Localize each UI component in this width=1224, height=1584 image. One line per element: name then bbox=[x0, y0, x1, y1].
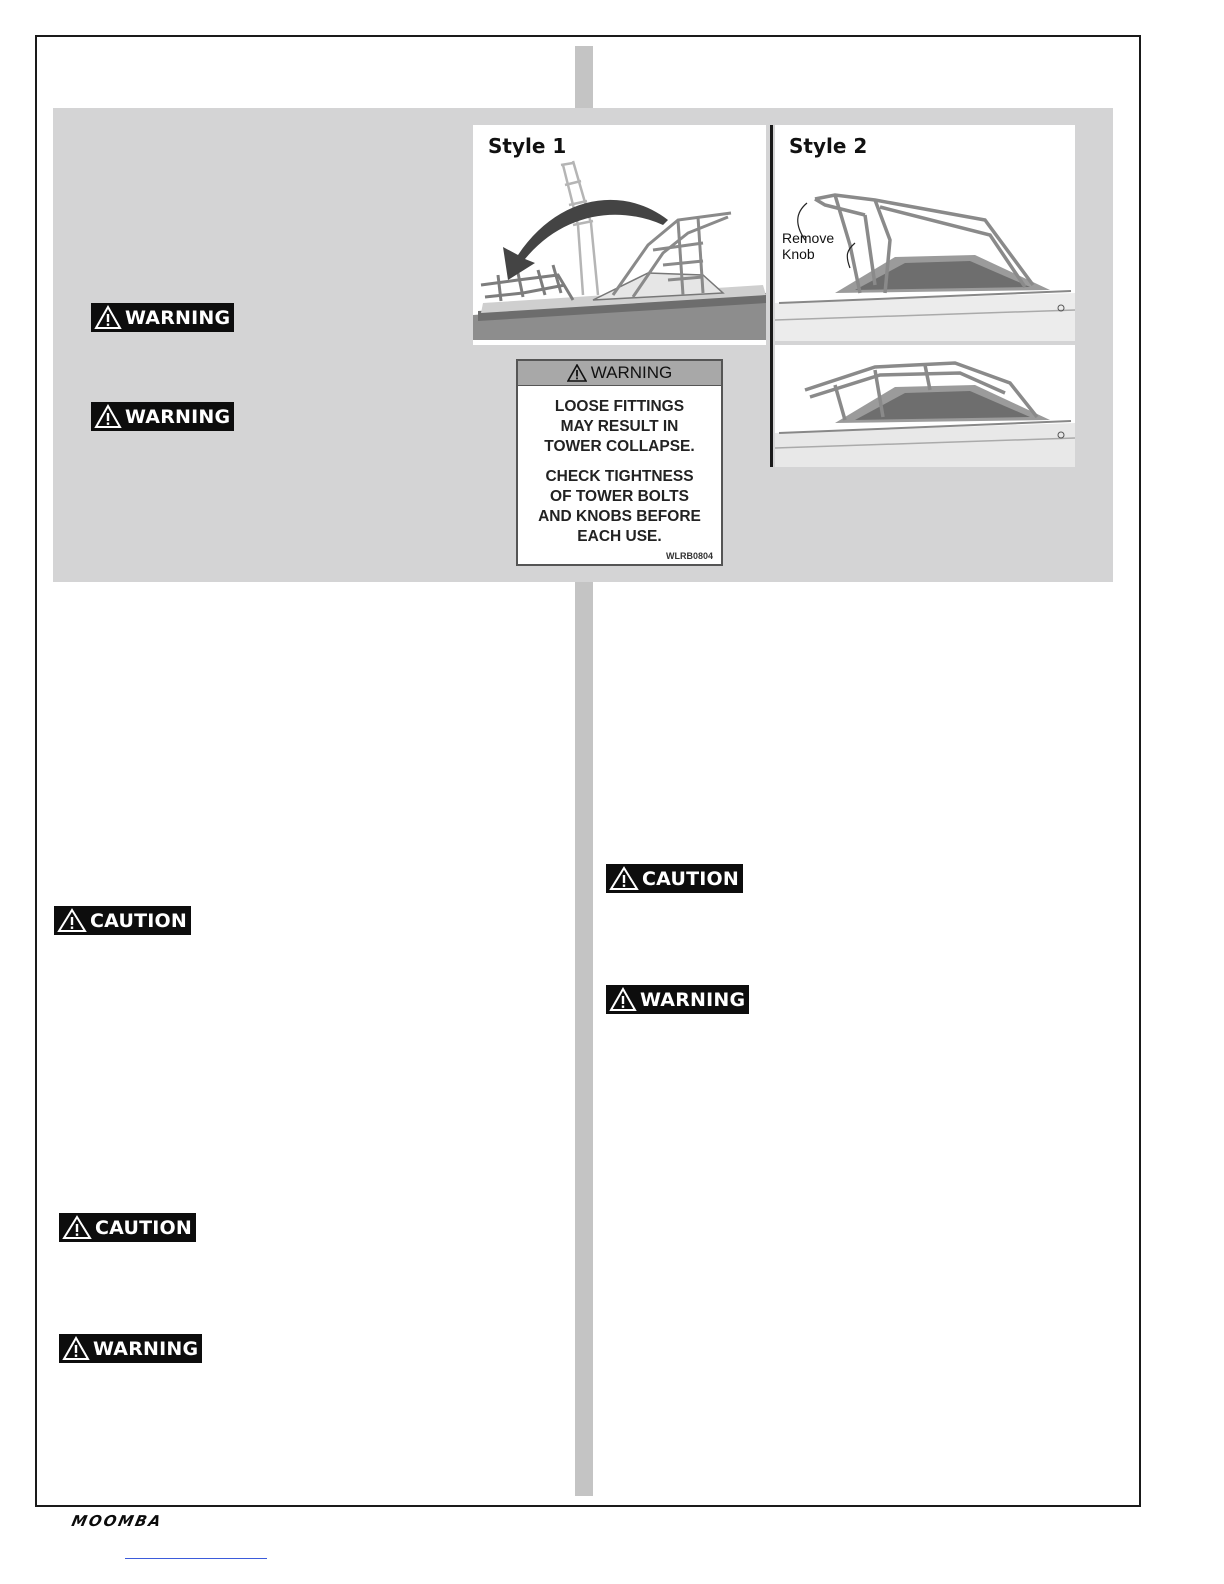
warning-triangle-icon bbox=[94, 404, 122, 429]
decal-text-block-1 bbox=[518, 397, 721, 457]
warning-triangle-icon bbox=[567, 364, 587, 382]
style2-photo-bottom bbox=[775, 345, 1075, 467]
warning-badge-label: WARNING bbox=[125, 306, 231, 329]
decal-line: MAY RESULT IN bbox=[560, 418, 679, 435]
brand-logo: MOOMBA bbox=[70, 1512, 165, 1530]
warning-badge-label: WARNING bbox=[125, 405, 231, 428]
caution-badge-label: CAUTION bbox=[90, 909, 187, 932]
caution-badge bbox=[54, 906, 191, 935]
caution-badge bbox=[606, 864, 743, 893]
style2-photo-top bbox=[775, 125, 1075, 341]
style2-tower-down-illustration bbox=[775, 345, 1075, 467]
style1-boat-illustration bbox=[473, 125, 766, 345]
warning-badge bbox=[91, 402, 234, 431]
warning-badge bbox=[59, 1334, 202, 1363]
figure-separator bbox=[770, 125, 773, 467]
style1-photo bbox=[473, 125, 766, 345]
warning-triangle-icon bbox=[62, 1215, 92, 1240]
decal-text-block-2 bbox=[518, 467, 721, 547]
decal-line: EACH USE. bbox=[577, 528, 662, 545]
warning-triangle-icon bbox=[609, 866, 639, 891]
warning-badge bbox=[606, 985, 749, 1014]
remove-knob-label bbox=[782, 230, 834, 262]
decal-line: TOWER COLLAPSE. bbox=[544, 438, 695, 455]
decal-line: OF TOWER BOLTS bbox=[550, 488, 689, 505]
warning-triangle-icon bbox=[62, 1336, 90, 1361]
warning-badge bbox=[91, 303, 234, 332]
decal-header bbox=[518, 361, 721, 386]
decal-code: WLRB0804 bbox=[665, 551, 713, 561]
decal-line: LOOSE FITTINGS bbox=[554, 398, 685, 415]
warning-triangle-icon bbox=[94, 305, 122, 330]
decal-line: CHECK TIGHTNESS bbox=[545, 468, 694, 485]
warning-decal bbox=[516, 359, 723, 566]
style2-label: Style 2 bbox=[789, 134, 868, 158]
decal-header-text: WARNING bbox=[590, 363, 673, 382]
caution-badge-label: CAUTION bbox=[642, 867, 739, 890]
caution-badge bbox=[59, 1213, 196, 1242]
footer-link-underline[interactable] bbox=[125, 1558, 267, 1559]
warning-badge-label: WARNING bbox=[93, 1337, 199, 1360]
warning-triangle-icon bbox=[57, 908, 87, 933]
warning-badge-label: WARNING bbox=[640, 988, 746, 1011]
style1-label: Style 1 bbox=[488, 134, 567, 158]
knob-label: Knob bbox=[782, 246, 815, 262]
remove-label: Remove bbox=[782, 230, 835, 246]
decal-line: AND KNOBS BEFORE bbox=[538, 508, 701, 525]
warning-triangle-icon bbox=[609, 987, 637, 1012]
caution-badge-label: CAUTION bbox=[95, 1216, 192, 1239]
